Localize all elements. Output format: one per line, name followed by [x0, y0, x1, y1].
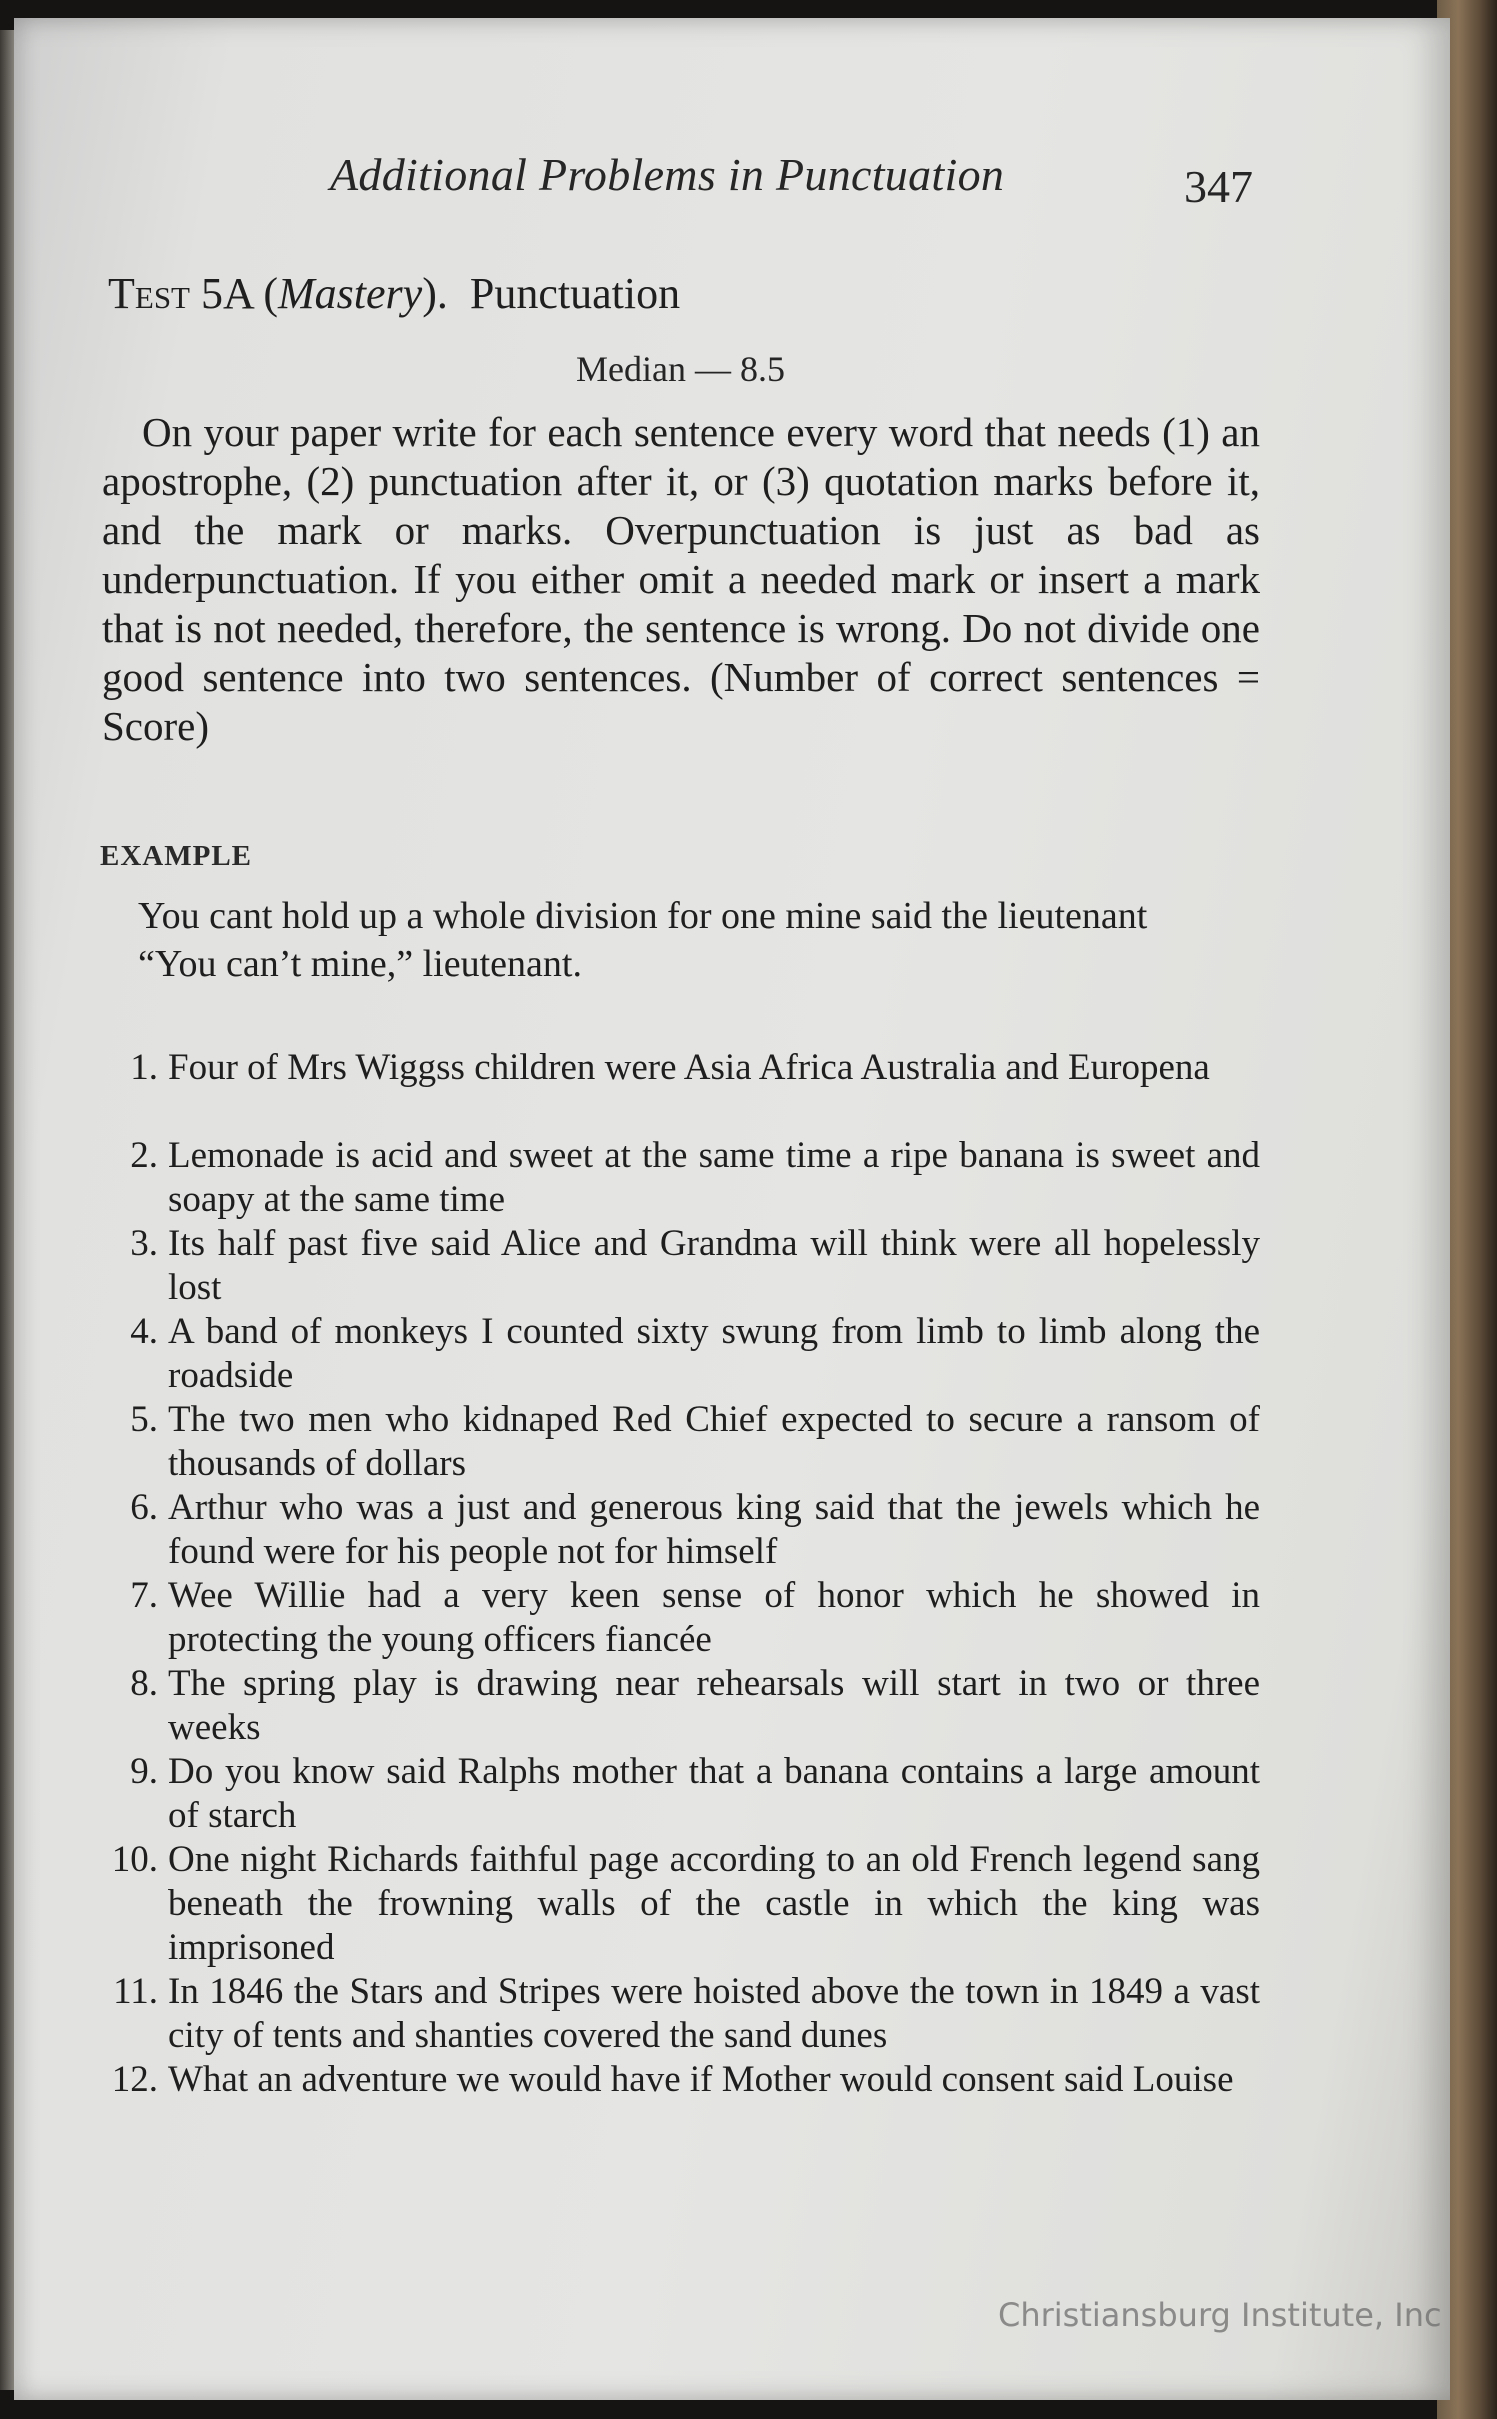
exercise-text: Arthur who was a just and generous king said that the jewels which he found were for his people not for himself	[168, 1487, 1260, 1572]
exercise-item	[100, 1838, 1260, 1970]
exercise-number: 8.	[130, 1663, 158, 1704]
exercise-list	[100, 1046, 1260, 2146]
exercise-number: 2.	[130, 1135, 158, 1176]
example-block	[138, 894, 1254, 986]
exercise-item	[100, 1662, 1260, 1750]
exercise-text: What an adventure we would have if Mother would consent said Louise	[168, 2059, 1234, 2100]
test-heading: Test 5A (Mastery). Punctuation	[108, 269, 681, 318]
exercise-item	[100, 2058, 1260, 2146]
exercise-item	[100, 1970, 1260, 2058]
exercise-text: Lemonade is acid and sweet at the same time a ripe banana is sweet and soapy at the same time	[168, 1135, 1260, 1220]
exercise-text: Wee Willie had a very keen sense of honor which he showed in protecting the young officers fiancée	[168, 1575, 1260, 1660]
exercise-text: In 1846 the Stars and Stripes were hoisted above the town in 1849 a vast city of tents and shanties covered the sand dunes	[168, 1971, 1260, 2056]
test-title: Punctuation	[469, 269, 681, 318]
exercise-text: Do you know said Ralphs mother that a banana contains a large amount of starch	[168, 1751, 1260, 1836]
exercise-number: 4.	[130, 1311, 158, 1352]
exercise-text: A band of monkeys I counted sixty swung from limb to limb along the roadside	[168, 1311, 1260, 1396]
exercise-number: 6.	[130, 1487, 158, 1528]
running-head: Additional Problems in Punctuation	[330, 149, 1005, 200]
test-mastery: Mastery	[278, 269, 423, 318]
exercise-item	[100, 1046, 1260, 1134]
exercise-number: 1.	[130, 1047, 158, 1088]
exercise-item	[100, 1398, 1260, 1486]
exercise-item	[100, 1310, 1260, 1398]
test-number: 5A	[201, 269, 253, 318]
test-instructions: On your paper write for each sentence every word that needs (1) an apostrophe, (2) punctuation after it, or (3) quotation marks before it, and the mark or marks. Overpunctuation is just as bad as underpunctuation. If you either omit a needed mark or insert a mark that is not needed, therefore, the sentence is wrong. Do not divide one good sentence into two sentences. (Number of correct sentences = Score)	[102, 409, 1260, 749]
watermark: Christiansburg Institute, Inc	[998, 2296, 1442, 2334]
exercise-text: Its half past five said Alice and Grandma will think were all hopelessly lost	[168, 1223, 1260, 1308]
example-sentence: You cant hold up a whole division for one mine said the lieutenant	[138, 895, 1148, 937]
exercise-number: 12.	[111, 2059, 158, 2100]
median-score: Median — 8.5	[576, 349, 785, 389]
exercise-number: 11.	[113, 1971, 158, 2012]
exercise-item	[100, 1134, 1260, 1222]
example-label: EXAMPLE	[100, 840, 252, 872]
page-number: 347	[1184, 161, 1253, 212]
exercise-text: The two men who kidnaped Red Chief expected to secure a ransom of thousands of dollars	[168, 1399, 1260, 1484]
exercise-item	[100, 1750, 1260, 1838]
exercise-item	[100, 1222, 1260, 1310]
exercise-text: The spring play is drawing near rehearsals will start in two or three weeks	[168, 1663, 1260, 1748]
exercise-number: 3.	[130, 1223, 158, 1264]
exercise-item	[100, 1574, 1260, 1662]
exercise-item	[100, 1486, 1260, 1574]
test-label: Test	[108, 269, 190, 318]
exercise-number: 10.	[111, 1839, 158, 1880]
exercise-number: 9.	[130, 1751, 158, 1792]
example-answer: “You can’t mine,” lieutenant.	[138, 943, 582, 985]
exercise-text: One night Richards faithful page according to an old French legend sang beneath the frowning walls of the castle in which the king was imprisoned	[168, 1839, 1260, 1968]
book-page	[14, 18, 1450, 2400]
exercise-number: 5.	[130, 1399, 158, 1440]
exercise-number: 7.	[130, 1575, 158, 1616]
exercise-text: Four of Mrs Wiggss children were Asia Africa Australia and Europena	[168, 1047, 1210, 1088]
